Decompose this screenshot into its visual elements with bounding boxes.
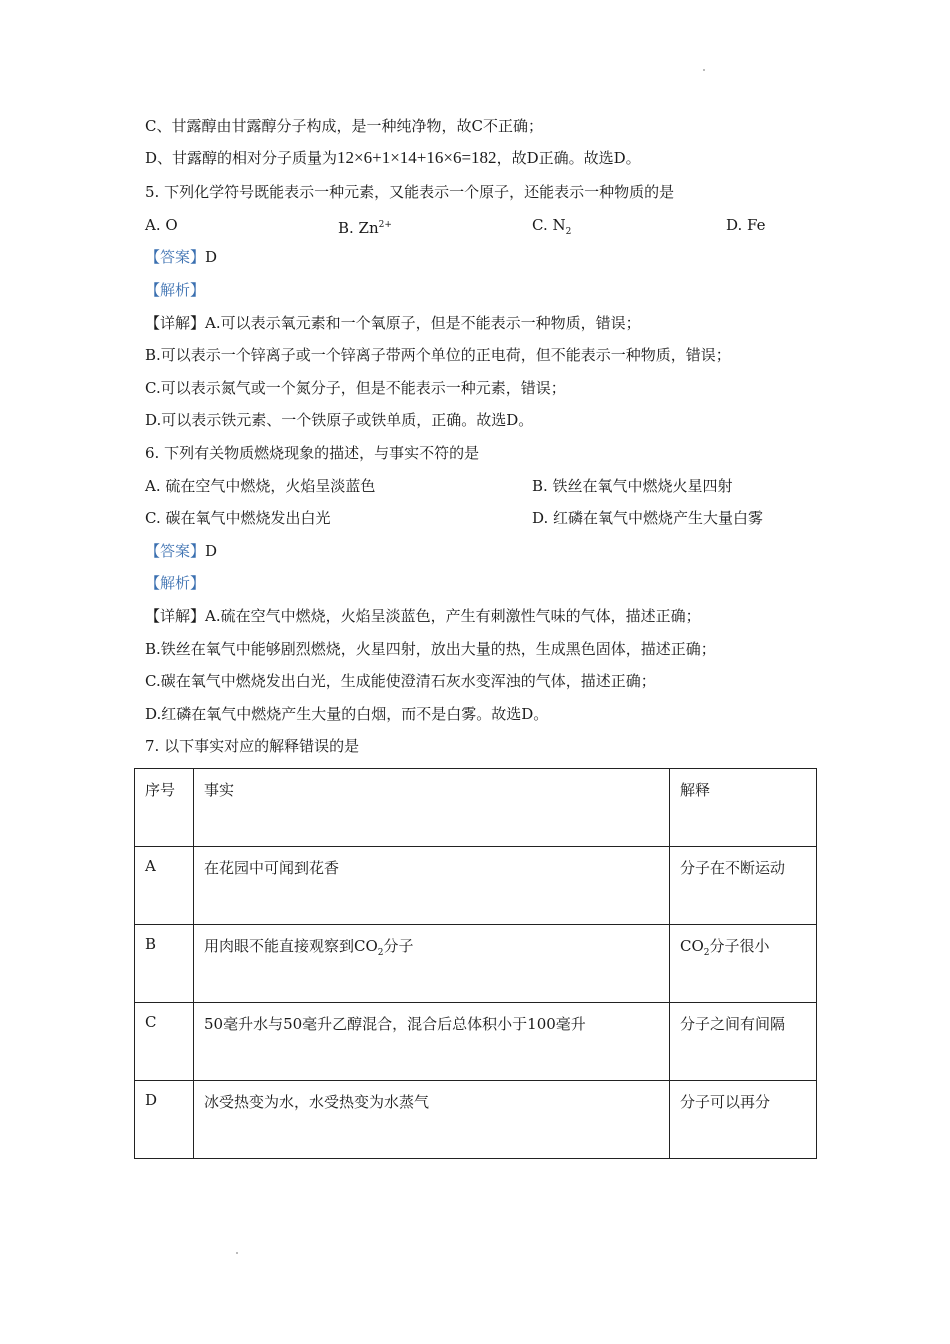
table-row bbox=[135, 925, 817, 1003]
row-fact: 冰受热变为水，水受热变为水蒸气 bbox=[194, 1081, 670, 1159]
row-id: D bbox=[135, 1081, 194, 1159]
q6-detail-a: 【详解】A.硫在空气中燃烧，火焰呈淡蓝色，产生有刺激性气味的气体，描述正确； bbox=[145, 607, 701, 625]
decorative-dot bbox=[703, 69, 705, 71]
q5-detail-c: C.可以表示氮气或一个氮分子，但是不能表示一种元素，错误； bbox=[145, 379, 566, 397]
row-fact: 在花园中可闻到花香 bbox=[194, 847, 670, 925]
table-row bbox=[135, 847, 817, 925]
q5-option-d: D. Fe bbox=[726, 216, 766, 234]
row-explain: 分子之间有间隔 bbox=[670, 1003, 817, 1081]
q6-detail-d: D.红磷在氧气中燃烧产生大量的白烟，而不是白雾。故选D。 bbox=[145, 705, 549, 723]
q5-detail-b: B.可以表示一个锌离子或一个锌离子带两个单位的正电荷，但不能表示一种物质，错误； bbox=[145, 346, 731, 364]
line-d-mass: D、甘露醇的相对分子质量为12×6+1×14+16×6=182，故D正确。故选D。 bbox=[145, 148, 641, 167]
row-fact: 50毫升水与50毫升乙醇混合，混合后总体积小于100毫升 bbox=[194, 1003, 670, 1081]
row-id: B bbox=[135, 925, 194, 1003]
q5-question: 5. 下列化学符号既能表示一种元素，又能表示一个原子，还能表示一种物质的是 bbox=[145, 183, 675, 201]
q5-detail-d: D.可以表示铁元素、一个铁原子或铁单质，正确。故选D。 bbox=[145, 411, 534, 429]
q5-option-b: B. $Zn^{2+}$ bbox=[338, 219, 392, 237]
row-explain: 分子在不断运动 bbox=[670, 847, 817, 925]
q5-detail-a: 【详解】A.可以表示氧元素和一个氧原子，但是不能表示一种物质，错误； bbox=[145, 314, 641, 332]
row-id: A bbox=[135, 847, 194, 925]
q6-option-a: A. 硫在空气中燃烧，火焰呈淡蓝色 bbox=[145, 477, 376, 495]
line-c-purity: C、甘露醇由甘露醇分子构成，是一种纯净物，故C不正确； bbox=[145, 117, 543, 135]
row-id: C bbox=[135, 1003, 194, 1081]
q5-option-c: C. $N_2$ bbox=[532, 216, 572, 237]
row-explain: $CO_2$分子很小 bbox=[670, 925, 817, 1003]
q5-analysis-label: 【解析】 bbox=[145, 281, 206, 299]
decorative-dot bbox=[236, 1252, 238, 1254]
q5-answer: 【答案】D bbox=[145, 248, 218, 266]
q6-detail-c: C.碳在氧气中燃烧发出白光，生成能使澄清石灰水变浑浊的气体，描述正确； bbox=[145, 672, 656, 690]
header-fact: 事实 bbox=[194, 769, 670, 847]
q6-option-d: D. 红磷在氧气中燃烧产生大量白雾 bbox=[532, 509, 764, 527]
table-row bbox=[135, 1003, 817, 1081]
table-header-row bbox=[135, 769, 817, 847]
q7-question: 7. 以下事实对应的解释错误的是 bbox=[145, 737, 360, 755]
header-explain: 解释 bbox=[670, 769, 817, 847]
q6-question: 6. 下列有关物质燃烧现象的描述，与事实不符的是 bbox=[145, 444, 480, 462]
q6-option-c: C. 碳在氧气中燃烧发出白光 bbox=[145, 509, 331, 527]
q6-analysis-label: 【解析】 bbox=[145, 574, 206, 592]
table-row bbox=[135, 1081, 817, 1159]
row-explain: 分子可以再分 bbox=[670, 1081, 817, 1159]
q6-detail-b: B.铁丝在氧气中能够剧烈燃烧，火星四射，放出大量的热，生成黑色固体，描述正确； bbox=[145, 640, 716, 658]
mass-formula: 12×6+1×14+16×6=182 bbox=[337, 148, 497, 167]
row-fact: 用肉眼不能直接观察到$CO_2$分子 bbox=[194, 925, 670, 1003]
q6-option-b: B. 铁丝在氧气中燃烧火星四射 bbox=[532, 477, 733, 495]
q5-option-a: A. O bbox=[145, 216, 178, 234]
q6-answer: 【答案】D bbox=[145, 542, 218, 560]
facts-table bbox=[134, 768, 817, 1159]
header-id: 序号 bbox=[135, 769, 194, 847]
